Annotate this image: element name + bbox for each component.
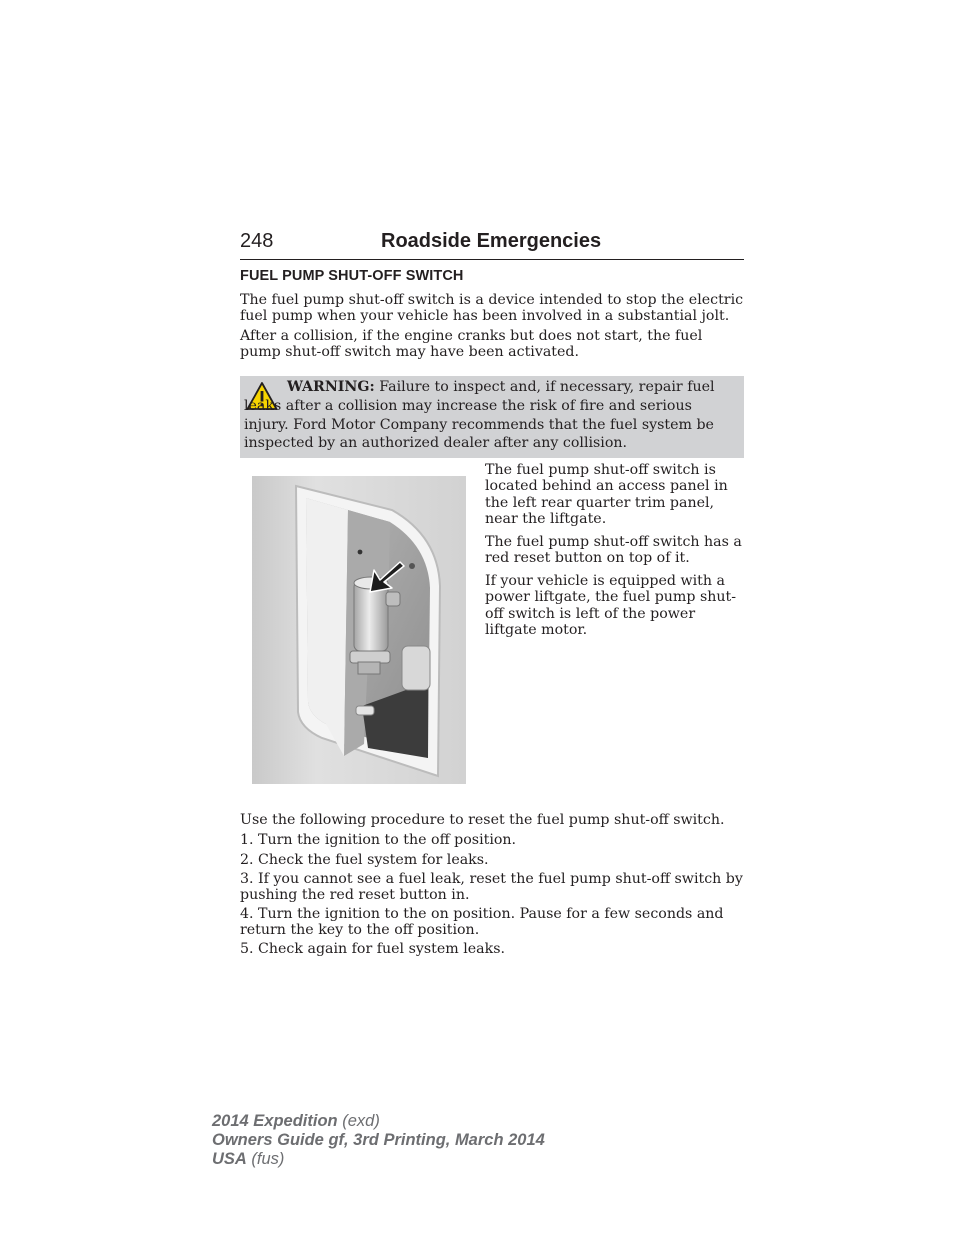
procedure-step: 3. If you cannot see a fuel leak, reset the fuel pump shut-off switch by pushing the red reset button in. [240, 871, 743, 904]
warning-body: Failure to inspect and, if necessary, repair fuel leaks after a collision may increase the risk of fire and serious injury. Ford Motor Company recommends that the fuel system be inspected by an authorized dealer after any collision. [244, 379, 715, 452]
location-paragraph: The fuel pump shut-off switch is located behind an access panel in the left rear quarter trim panel, near the liftgate. [485, 462, 728, 527]
procedure-step: 4. Turn the ignition to the on position. Pause for a few seconds and return the key to the off position. [240, 906, 724, 939]
intro-paragraph-2: After a collision, if the engine cranks but does not start, the fuel pump shut-off switch may have been activated. [240, 328, 703, 361]
page-number: 248 [240, 230, 274, 252]
footer-line-market [212, 1150, 545, 1169]
footer-market-code: (fus) [246, 1150, 285, 1168]
footer-model-code: (exd) [337, 1112, 380, 1130]
warning-text [244, 378, 740, 453]
page-header [240, 228, 744, 260]
procedure-intro: Use the following procedure to reset the fuel pump shut-off switch. [240, 812, 725, 828]
reset-button-paragraph: The fuel pump shut-off switch has a red reset button on top of it. [485, 534, 742, 567]
warning-label: WARNING: [287, 379, 375, 395]
power-liftgate-paragraph: If your vehicle is equipped with a power liftgate, the fuel pump shut-off switch is left of the power liftgate motor. [485, 573, 737, 638]
footer-market: USA [212, 1150, 247, 1168]
section-title: Roadside Emergencies [381, 230, 602, 252]
footer-line-model [212, 1112, 545, 1131]
page-footer [212, 1112, 545, 1169]
procedure-step: 1. Turn the ignition to the off position. [240, 832, 517, 848]
footer-line-printing: Owners Guide gf, 3rd Printing, March 2014 [212, 1131, 545, 1149]
procedure-step: 2. Check the fuel system for leaks. [240, 852, 489, 868]
footer-model: 2014 Expedition [212, 1112, 338, 1130]
procedure-step: 5. Check again for fuel system leaks. [240, 941, 506, 957]
warning-box [240, 376, 744, 458]
intro-paragraph-1: The fuel pump shut-off switch is a device intended to stop the electric fuel pump when your vehicle has been involved in a substantial jolt. [240, 292, 744, 325]
fuel-pump-switch-illustration [252, 476, 466, 784]
section-heading: FUEL PUMP SHUT-OFF SWITCH [240, 268, 464, 284]
